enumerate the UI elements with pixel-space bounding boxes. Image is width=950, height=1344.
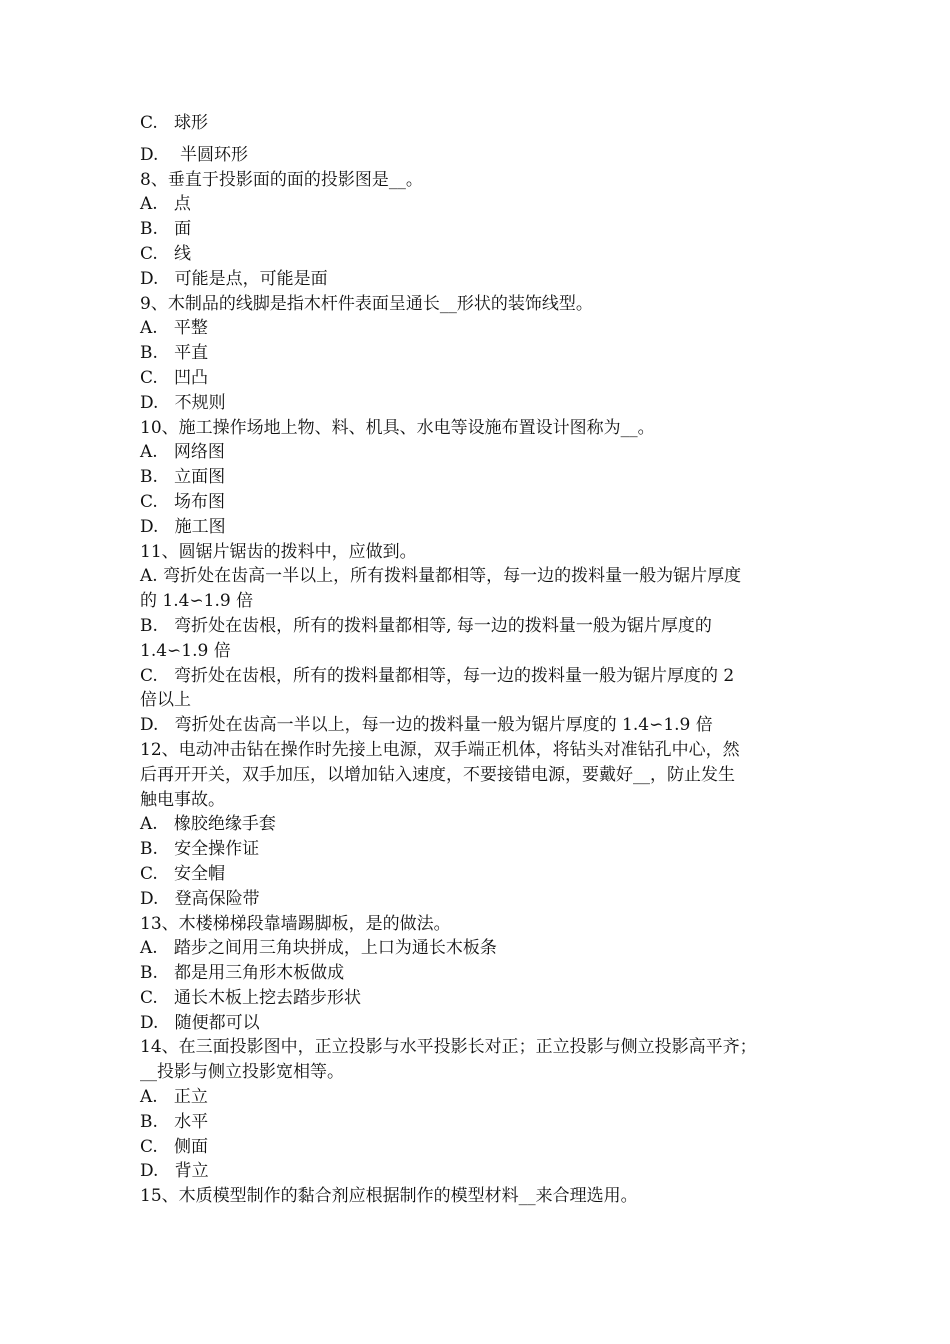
q11-option-c: C. 弯折处在齿根，所有的拨料量都相等，每一边的拨料量一般为锯片厚度的 2	[140, 665, 735, 686]
q13-option-d: D. 随便都可以	[140, 1012, 260, 1033]
q12-option-b: B. 安全操作证	[140, 839, 260, 860]
q8-option-a: A. 点	[140, 194, 191, 215]
question-14: 14、在三面投影图中，正立投影与水平投影长对正；正立投影与侧立投影高平齐；	[140, 1037, 757, 1058]
q14-option-c: C. 侧面	[140, 1136, 209, 1157]
question-12-cont-1: 后再开开关，双手加压，以增加钻入速度，不要接错电源，要戴好__，防止发生	[140, 764, 735, 785]
q11-option-b: B. 弯折处在齿根，所有的拨料量都相等, 每一边的拨料量一般为锯片厚度的	[140, 615, 712, 636]
q10-option-d: D. 施工图	[140, 516, 226, 537]
q13-option-a: A. 踏步之间用三角块拼成，上口为通长木板条	[140, 938, 497, 959]
q14-option-a: A. 正立	[140, 1087, 208, 1108]
question-15: 15、木质模型制作的黏合剂应根据制作的模型材料__来合理选用。	[140, 1186, 638, 1207]
q8-option-d: D. 可能是点，可能是面	[140, 268, 328, 289]
question-14-cont: __投影与侧立投影宽相等。	[140, 1062, 344, 1083]
q9-option-c: C. 凹凸	[140, 367, 209, 388]
q14-option-b: B. 水平	[140, 1111, 209, 1132]
q10-option-a: A. 网络图	[140, 442, 225, 463]
q12-option-c: C. 安全帽	[140, 863, 226, 884]
question-13: 13、木楼梯梯段靠墙踢脚板，是的做法。	[140, 913, 451, 934]
q10-option-c: C. 场布图	[140, 491, 226, 512]
q13-option-c: C. 通长木板上挖去踏步形状	[140, 987, 362, 1008]
option-c-line: C. 球形	[140, 113, 209, 133]
question-11: 11、圆锯片锯齿的拨料中，应做到。	[140, 541, 417, 562]
q12-option-a: A. 橡胶绝缘手套	[140, 814, 276, 835]
q11-option-a-cont: 的 1.4∽1.9 倍	[140, 591, 254, 612]
question-12: 12、电动冲击钻在操作时先接上电源，双手端正机体，将钻头对准钻孔中心，然	[140, 739, 740, 760]
q11-option-a: A. 弯折处在齿高一半以上，所有拨料量都相等，每一边的拨料量一般为锯片厚度	[140, 566, 742, 587]
question-9: 9、木制品的线脚是指木杆件表面呈通长__形状的装饰线型。	[140, 293, 593, 314]
q11-option-d: D. 弯折处在齿高一半以上，每一边的拨料量一般为锯片厚度的 1.4∽1.9 倍	[140, 715, 713, 736]
q9-option-b: B. 平直	[140, 343, 209, 364]
question-10: 10、施工操作场地上物、料、机具、水电等设施布置设计图称为__。	[140, 417, 655, 438]
q12-option-d: D. 登高保险带	[140, 888, 260, 909]
question-8: 8、垂直于投影面的面的投影图是__。	[140, 169, 423, 190]
q8-option-b: B. 面	[140, 219, 192, 240]
q8-option-c: C. 线	[140, 243, 192, 264]
q14-option-d: D. 背立	[140, 1161, 209, 1182]
option-d-line: D. 半圆环形	[140, 144, 249, 165]
question-12-cont-2: 触电事故。	[140, 789, 225, 810]
q11-option-c-cont: 倍以上	[140, 690, 191, 711]
document-body	[140, 111, 820, 1209]
q9-option-a: A. 平整	[140, 318, 208, 339]
q10-option-b: B. 立面图	[140, 467, 226, 488]
q11-option-b-cont: 1.4∽1.9 倍	[140, 640, 231, 661]
q9-option-d: D. 不规则	[140, 392, 226, 413]
q13-option-b: B. 都是用三角形木板做成	[140, 963, 345, 984]
